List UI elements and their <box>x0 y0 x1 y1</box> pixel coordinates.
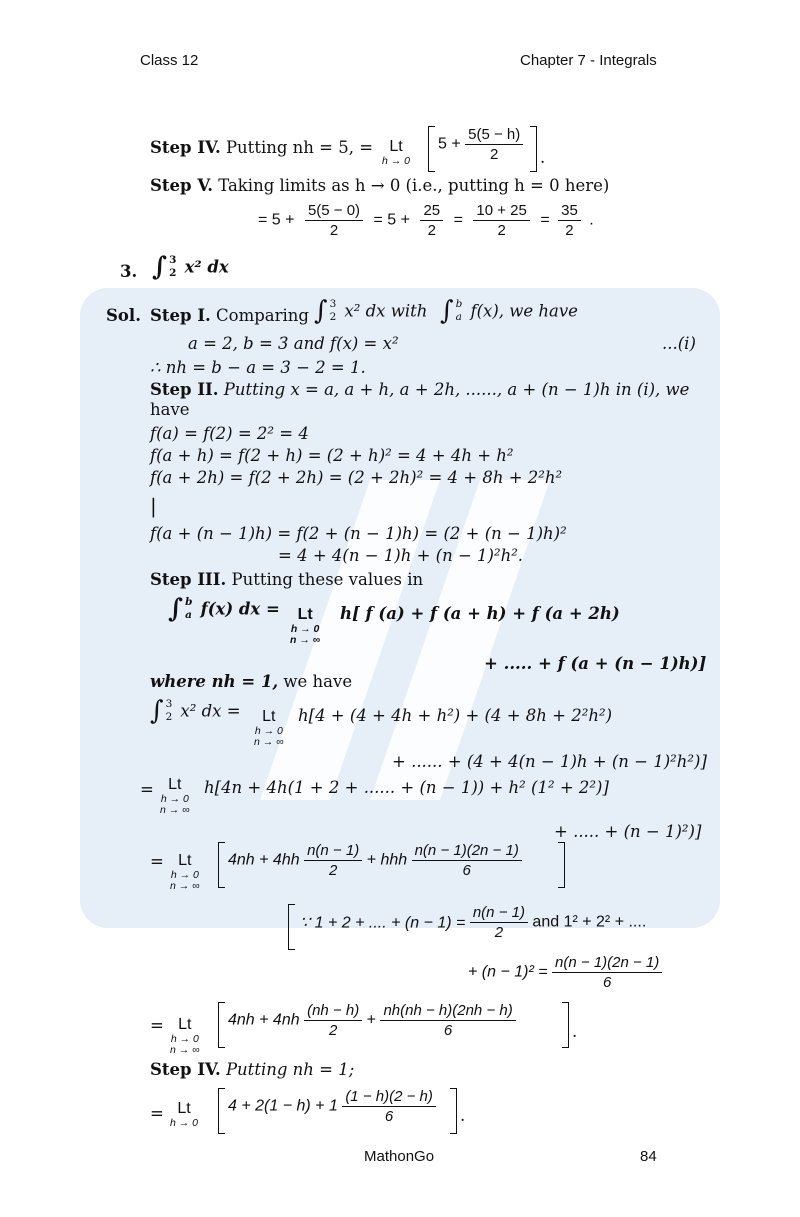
f-a: f(a) = f(2) = 2² = 4 <box>150 424 309 443</box>
step-i-nh: ∴ nh = b − a = 3 − 2 = 1. <box>150 358 366 377</box>
step-iii-line: Step III. Putting these values in <box>150 570 424 589</box>
eq1-integral: ∫ 3 2 x² dx = <box>150 696 241 726</box>
eq7-expr: 4 + 2(1 − h) + 1 $\frac{(1 - h)(2 - h)}{6}$ <box>228 1088 436 1125</box>
step-iii-integral: ∫ b a f(x) dx = <box>168 594 280 624</box>
question-integral: ∫ 3 2 x² dx <box>152 252 229 282</box>
riemann-sum: h[ f (a) + f (a + h) + f (a + 2h) <box>340 604 620 623</box>
eq2-limit: Lt h → 0 n → ∞ <box>160 776 190 816</box>
eq6-expr: 4nh + 4nh $\frac{(nh - h)}{2}$ + $\frac{nh(nh - h)(2nh - h)}{6}$ <box>228 1002 516 1039</box>
since-line: ∵ 1 + 2 + .... + (n − 1) = $\frac{n(n - 1)}{2}$ and 1² + 2² + .... <box>300 904 647 941</box>
step-label: Step IV. <box>150 138 221 157</box>
bracket-right <box>530 126 537 172</box>
step-ii-line: Step II. Putting x = a, a + h, a + 2h, ......, a + (n − 1)h in (i), we <box>150 380 690 399</box>
where-line: where nh = 1, we have <box>150 672 353 691</box>
equation-ref: ...(i) <box>662 334 696 353</box>
step-iv-expr: 5 + $\frac{5(5 - h)}{2}$ <box>438 126 523 163</box>
eq2-rhs-cont: + ..... + (n − 1)²)] <box>554 822 702 841</box>
eq1-rhs: h[4 + (4 + 4h + h²) + (4 + 8h + 2²h²) <box>298 706 613 725</box>
vertical-dots: | <box>150 494 157 518</box>
eq1-rhs-cont: + ...... + (4 + 4(n − 1)h + (n − 1)²h²)] <box>392 752 707 771</box>
footer-brand: MathonGo <box>364 1148 435 1165</box>
step-text: Putting nh = 5, = <box>225 138 374 157</box>
header-class: Class 12 <box>140 52 199 69</box>
riemann-sum-cont: + ..... + f (a + (n − 1)h)] <box>484 654 707 673</box>
step-v-result: = 5 + $\frac{5(5 - 0)}{2}$ = 5 + $\frac{25}{2}$ = $\frac{10 + 25}{2}$ = $\frac{35}{2}$ . <box>258 202 594 239</box>
eq1-limit: Lt h → 0 n → ∞ <box>254 708 284 748</box>
page-number: 84 <box>640 1148 657 1165</box>
eq7-limit: Lt h → 0 <box>170 1100 199 1129</box>
f-a-2h: f(a + 2h) = f(2 + 2h) = (2 + 2h)² = 4 + 8h + 2²h² <box>150 468 563 487</box>
step-v-line: Step V. Taking limits as h → 0 (i.e., putting h = 0 here) <box>150 176 610 195</box>
f-a-h: f(a + h) = f(2 + h) = (2 + h)² = 4 + 4h + h² <box>150 446 514 465</box>
header-chapter: Chapter 7 - Integrals <box>520 52 657 69</box>
bracket-left <box>428 126 435 172</box>
f-a-n1h-expanded: = 4 + 4(n − 1)h + (n − 1)²h². <box>278 546 524 565</box>
limit-block: Lt h → 0 n → ∞ <box>290 606 321 646</box>
question-number: 3. <box>120 262 138 281</box>
step-iv-line <box>150 138 373 158</box>
eq3-expr: 4nh + 4hh $\frac{n(n - 1)}{2}$ + hhh $\frac{n(n - 1)(2n - 1)}{6}$ <box>228 842 522 879</box>
f-a-n1h: f(a + (n − 1)h) = f(2 + (n − 1)h) = (2 + (n − 1)h)² <box>150 524 567 543</box>
eq2-rhs: h[4n + 4h(1 + 2 + ...... + (n − 1)) + h² (1² + 2²)] <box>204 778 609 797</box>
eq6-limit: Lt h → 0 n → ∞ <box>170 1016 200 1056</box>
step-i-line: Step I. Comparing <box>150 306 309 325</box>
step-i-integral: ∫ 3 2 x² dx with <box>314 296 428 326</box>
limit-h0: Lt h → 0 <box>382 138 411 167</box>
solution-label: Sol. <box>106 306 141 325</box>
step-iv-bottom: Step IV. Putting nh = 1; <box>150 1060 355 1079</box>
step-i-fx: ∫ b a f(x), we have <box>440 296 578 326</box>
since-line-2: + (n − 1)² = $\frac{n(n - 1)(2n - 1)}{6}$ <box>468 954 662 991</box>
eq3-limit: Lt h → 0 n → ∞ <box>170 852 200 892</box>
step-i-values: a = 2, b = 3 and f(x) = x² <box>188 334 399 353</box>
